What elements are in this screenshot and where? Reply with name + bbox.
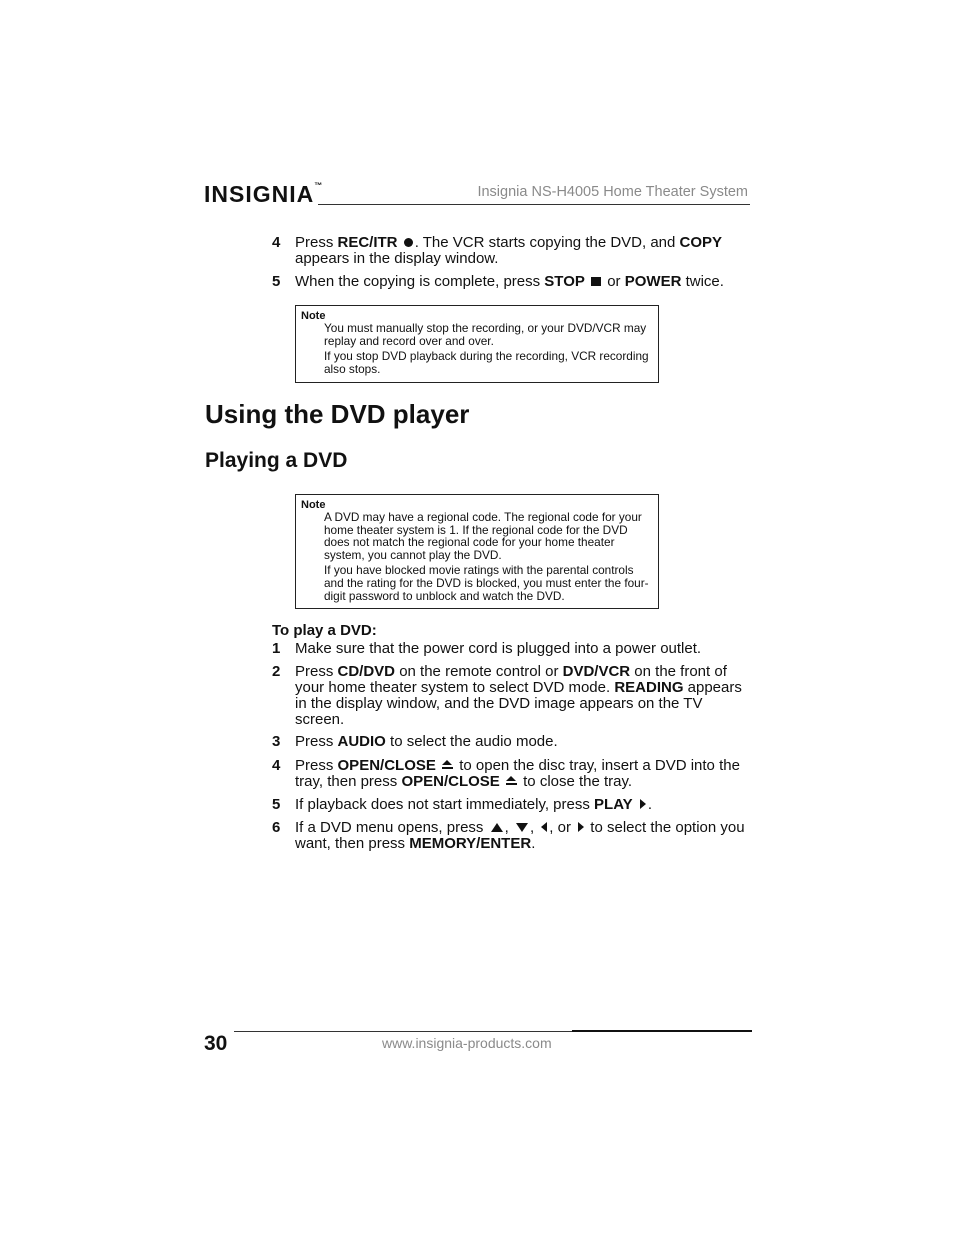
eject-icon [442,760,453,770]
play-icon [640,799,646,809]
procedure-title: To play a DVD: [272,622,377,639]
right-arrow-icon [578,822,584,832]
play-step-6: 6 If a DVD menu opens, press , , , or to select the option you want, then press MEMORY/ENTER. [272,819,745,852]
subsection-title: Playing a DVD [205,449,348,472]
section-title: Using the DVD player [205,399,470,429]
note-box-regional-code: Note A DVD may have a regional code. The regional code for your home theater system is 1. If the regional code for the DVD does not match the regional code for your home theater system, you cannot play the DVD. If you have blocked movie ratings with the parental controls and the rating for the DVD is blocked, you must enter the four-digit password to unblock and watch the DVD. [295,494,659,609]
eject-icon [506,776,517,786]
play-step-4: 4 Press OPEN/CLOSE to open the disc tray, insert a DVD into the tray, then press OPEN/CLOSE to close the tray. [272,757,740,790]
copy-step-4: 4 Press REC/ITR . The VCR starts copying the DVD, and COPY appears in the display window. [272,234,723,267]
play-step-2: 2 Press CD/DVD on the remote control or DVD/VCR on the front of your home theater system to select DVD mode. READING appears in the display window, and the DVD image appears on the TV screen. [272,663,742,728]
stop-icon [591,277,601,286]
left-arrow-icon [541,822,547,832]
down-arrow-icon [516,823,528,832]
footer-divider-accent [572,1030,752,1032]
play-step-1: 1 Make sure that the power cord is plugged into a power outlet. [272,640,702,657]
record-icon [404,238,413,247]
play-step-3: 3 Press AUDIO to select the audio mode. [272,733,558,750]
page-number: 30 [204,1032,228,1055]
insignia-logo: INSIGNIA™ [204,181,323,207]
header-title: Insignia NS-H4005 Home Theater System [477,184,748,200]
copy-step-5: 5 When the copying is complete, press STOP or POWER twice. [272,273,724,290]
header-divider [318,204,750,205]
note-box-recording: Note You must manually stop the recording, or your DVD/VCR may replay and record over and over. If you stop DVD playback during the recording, VCR recording also stops. [295,305,659,383]
footer-url: www.insignia-products.com [382,1035,552,1051]
play-step-5: 5 If playback does not start immediately, press PLAY . [272,796,653,813]
up-arrow-icon [491,823,503,832]
